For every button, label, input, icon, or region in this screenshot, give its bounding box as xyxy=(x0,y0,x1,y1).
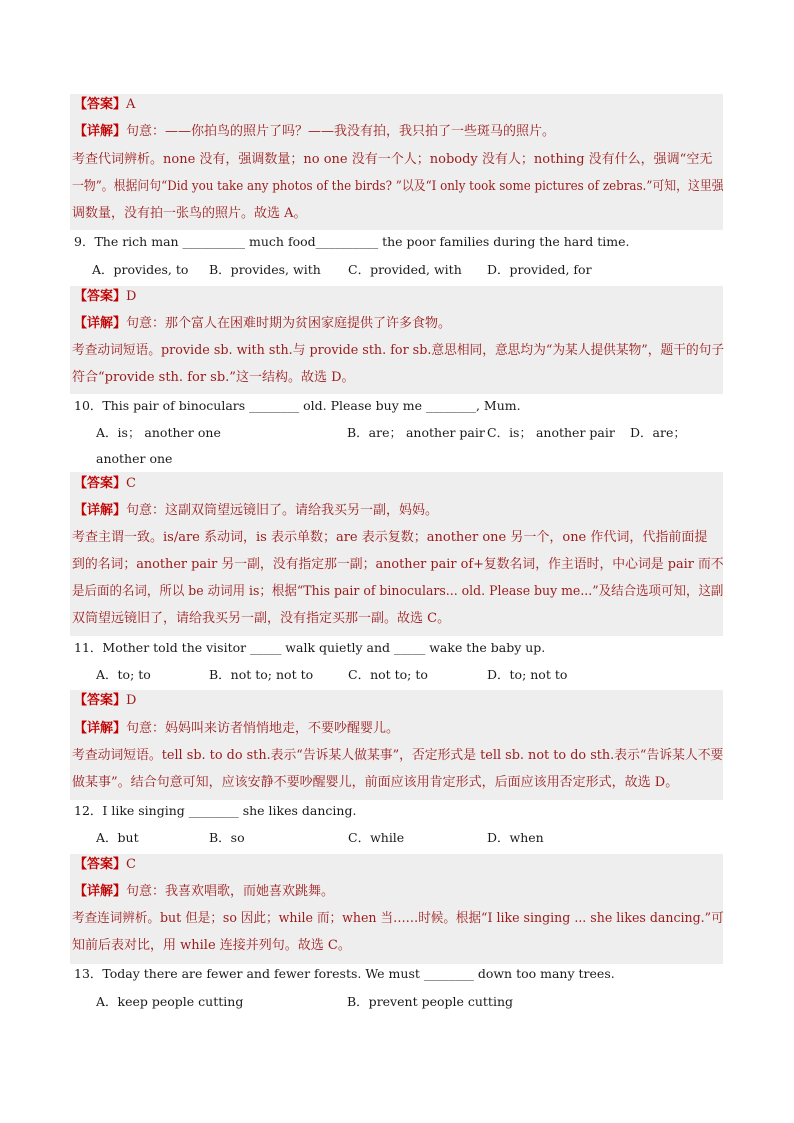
question-9-stem: 9．The rich man __________ much food__________ the poor families during the hard time. xyxy=(74,234,630,249)
q10-option-b: B．are； another pair xyxy=(347,425,485,440)
explanation-line: 是后面的名词，所以 be 动词用 is；根据“This pair of binoculars... old. Please buy me...”及结合选项可知，这副 xyxy=(72,584,724,599)
detail-translation: 句意：妈妈叫来访者悄悄地走，不要吵醒婴儿。 xyxy=(126,721,400,736)
detail-line xyxy=(74,720,399,738)
answer-value: C xyxy=(126,857,136,872)
detail-tag: 【详解】 xyxy=(74,503,127,518)
detail-line xyxy=(74,502,438,520)
answer-line xyxy=(74,692,136,710)
detail-translation: 句意：那个富人在困难时期为贫困家庭提供了许多食物。 xyxy=(126,316,452,331)
answer-tag: 【答案】 xyxy=(74,693,127,708)
answer-line xyxy=(74,288,136,306)
q9-option-a: A．provides, to xyxy=(92,262,189,277)
q10-option-c: C．is； another pair xyxy=(487,425,615,440)
answer-line xyxy=(74,856,136,874)
q10-option-d: D．are； xyxy=(630,425,686,440)
answer-tag: 【答案】 xyxy=(74,289,127,304)
q12-option-a: A．but xyxy=(96,830,139,845)
question-10-stem: 10．This pair of binoculars ________ old. Please buy me ________, Mum. xyxy=(74,398,521,413)
explanation-line: 符合“provide sth. for sb.”这一结构。故选 D。 xyxy=(72,370,355,385)
q11-option-a: A．to; to xyxy=(96,667,151,682)
q9-option-c: C．provided, with xyxy=(348,262,462,277)
q10-option-d-wrap: another one xyxy=(96,451,173,466)
answer-tag: 【答案】 xyxy=(74,476,127,491)
answer-tag: 【答案】 xyxy=(74,857,127,872)
explanation-line: 考查连词辨析。but 但是；so 因此；while 而；when 当……时候。根据“I like singing ... she likes dancing.”可 xyxy=(72,911,724,926)
answer-value: C xyxy=(126,476,136,491)
question-13-stem: 13．Today there are fewer and fewer forests. We must ________ down too many trees. xyxy=(74,966,615,981)
answer-line xyxy=(74,96,135,114)
explanation-line: 考查主谓一致。is/are 系动词，is 表示单数；are 表示复数；another one 另一个，one 作代词，代指前面提 xyxy=(72,530,708,545)
explanation-line: 知前后表对比，用 while 连接并列句。故选 C。 xyxy=(72,938,351,953)
detail-tag: 【详解】 xyxy=(74,316,127,331)
q11-option-c: C．not to; to xyxy=(348,667,428,682)
q11-option-d: D．to; not to xyxy=(487,667,568,682)
detail-line xyxy=(74,123,555,141)
explanation-line: 考查动词短语。tell sb. to do sth.表示“告诉某人做某事”，否定形式是 tell sb. not to do sth.表示“告诉某人不要 xyxy=(72,748,724,763)
explanation-line: 到的名词；another pair 另一副，没有指定那一副；another pair of+复数名词，作主语时，中心词是 pair 而不 xyxy=(72,557,724,572)
q11-option-b: B．not to; not to xyxy=(209,667,314,682)
q12-option-b: B．so xyxy=(209,830,245,845)
detail-tag: 【详解】 xyxy=(74,884,127,899)
detail-translation: 句意：这副双筒望远镜旧了。请给我买另一副，妈妈。 xyxy=(126,503,439,518)
answer-value: D xyxy=(126,693,137,708)
detail-line xyxy=(74,883,334,901)
explanation-line: 考查代词辨析。none 没有，强调数量；no one 没有一个人；nobody 没有人；nothing 没有什么，强调“空无 xyxy=(72,152,713,167)
explanation-line: 考查动词短语。provide sb. with sth.与 provide sth. for sb.意思相同，意思均为“为某人提供某物”，题干的句子 xyxy=(72,343,725,358)
explanation-line: 做某事”。结合句意可知，应该安静不要吵醒婴儿，前面应该用肯定形式，后面应该用否定形式，故选 D。 xyxy=(72,775,679,790)
question-12-stem: 12．I like singing ________ she likes dancing. xyxy=(74,803,357,818)
q13-option-a: A．keep people cutting xyxy=(96,994,244,1009)
answer-value: D xyxy=(126,289,137,304)
detail-line xyxy=(74,315,451,333)
q12-option-c: C．while xyxy=(348,830,405,845)
explanation-line: 一物”。根据问句“Did you take any photos of the birds? ”以及“I only took some pictures of zebras.”可知，这里强 xyxy=(72,179,724,194)
answer-value: A xyxy=(126,97,136,112)
question-11-stem: 11．Mother told the visitor _____ walk quietly and _____ wake the baby up. xyxy=(74,640,546,655)
detail-tag: 【详解】 xyxy=(74,721,127,736)
explanation-line: 双筒望远镜旧了，请给我买另一副，没有指定买那一副。故选 C。 xyxy=(72,611,451,626)
detail-tag: 【详解】 xyxy=(74,124,127,139)
answer-tag: 【答案】 xyxy=(74,97,127,112)
answer-line xyxy=(74,475,136,493)
q9-option-b: B．provides, with xyxy=(209,262,321,277)
detail-translation: 句意：——你拍鸟的照片了吗？——我没有拍，我只拍了一些斑马的照片。 xyxy=(126,124,556,139)
q12-option-d: D．when xyxy=(487,830,544,845)
explanation-line: 调数量，没有拍一张鸟的照片。故选 A。 xyxy=(72,206,307,221)
detail-translation: 句意：我喜欢唱歌，而她喜欢跳舞。 xyxy=(126,884,335,899)
q10-option-a: A．is； another one xyxy=(96,425,221,440)
q9-option-d: D．provided, for xyxy=(487,262,592,277)
q13-option-b: B．prevent people cutting xyxy=(347,994,514,1009)
